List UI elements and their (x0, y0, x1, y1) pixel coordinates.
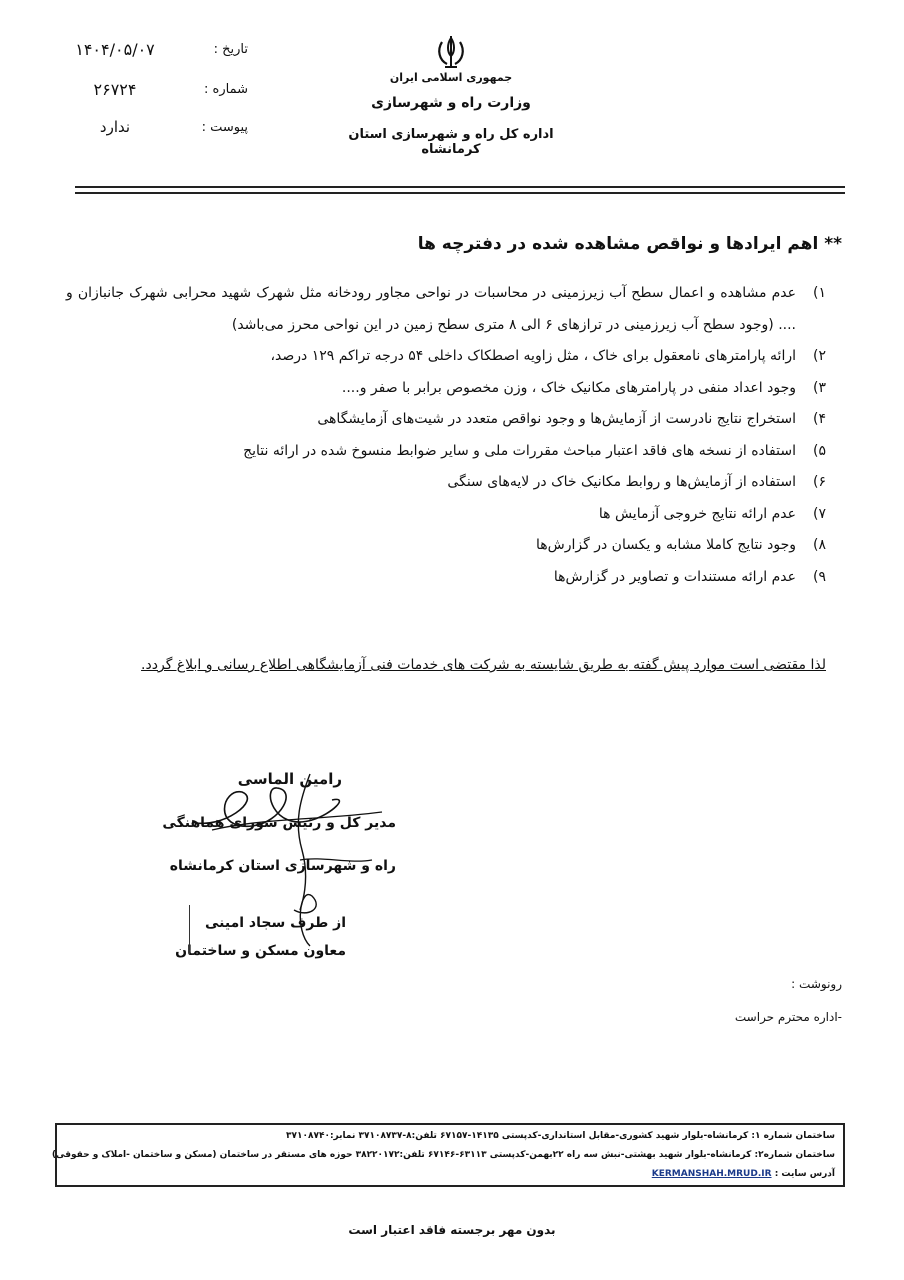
list-item: ۶) استفاده از آزمایش‌ها و روابط مکانیک خاک در لایه‌های سنگی (447, 474, 826, 490)
signer-name: رامین الماسی (237, 770, 342, 788)
date-label: تاریخ : (213, 42, 248, 57)
number-value: ۲۶۷۲۴ (93, 80, 137, 99)
iran-emblem-icon (433, 34, 469, 70)
section-title: ** اهم ایرادها و نواقص مشاهده شده در دفترچه ها (417, 234, 842, 254)
list-item: ۷) عدم ارائه نتایج خروجی آزمایش ها (598, 505, 826, 522)
republic-name: جمهوری اسلامی ایران (389, 71, 513, 84)
list-item: ۸) وجود نتایج کاملا مشابه و یکسان در گزارش‌ها (536, 537, 826, 553)
signer-title: مدیر کل و رئیس شورای هماهنگی (162, 815, 396, 831)
list-item: ۳) وجود اعداد منفی در پارامترهای مکانیک خاک ، وزن مخصوص برابر با صفر و.... (341, 379, 826, 396)
issues-list (66, 278, 826, 593)
attachment-label: پیوست : (201, 120, 248, 135)
date-value: ۱۴۰۴/۰۵/۰۷ (75, 40, 155, 59)
behalf-line: از طرف سجاد امینی (205, 915, 346, 931)
footer-box (51, 1123, 845, 1187)
number-label: شماره : (204, 82, 248, 97)
closing-paragraph: لذا مقتضی است موارد پیش گفته به طریق شایسته به شرکت های خدمات فنی آزمایشگاهی اطلاع رسانی و ابلاغ گردد. (141, 657, 826, 673)
margin-mark (189, 905, 190, 955)
footer-address-1: ساختمان شماره ۱: کرمانشاه-بلوار شهید کشوری-مقابل استانداری-کدپستی ۱۴۱۳۵-۶۷۱۵۷ تلفن:۸-۳۷۱۰۸۷۳۷ نمابر:۳۷۱۰۸۷۴۰ (286, 1131, 835, 1141)
list-item: ۱) عدم مشاهده و اعمال سطح آب زیرزمینی در محاسبات در نواحی مجاور رودخانه مثل شهرک شهید محرابی شهرک جانبازان و .... (وجود سطح آب زیرزمینی در ترازهای ۶ الی ۸ متری سطح زمین در این نواحی محرز می‌باشد) (66, 285, 826, 333)
stamp-validity-note: بدون مهر برجسته فاقد اعتبار است (348, 1223, 556, 1237)
signer-office: راه و شهرسازی استان کرمانشاه (169, 858, 396, 874)
list-item: ۵) استفاده از نسخه های فاقد اعتبار مباحث مقررات ملی و سایر ضوابط منسوخ شده در ارائه نتایج (243, 442, 826, 459)
header-divider (75, 186, 845, 188)
cc-label: رونوشت : (791, 977, 842, 991)
list-item: ۴) استخراج نتایج نادرست از آزمایش‌ها و وجود نواقص متعدد در شیت‌های آزمایشگاهی (317, 411, 826, 427)
ministry-name: وزارت راه و شهرسازی (371, 95, 531, 111)
handwritten-signature (182, 760, 422, 970)
list-item: ۲) ارائه پارامترهای نامعقول برای خاک ، مثل زاویه اصطکاک داخلی ۵۴ درجه تراکم ۱۲۹ درصد، (270, 348, 826, 364)
website-link[interactable]: KERMANSHAH.MRUD.IR (651, 1169, 772, 1179)
list-item: ۹) عدم ارائه مستندات و تصاویر در گزارش‌ها (553, 568, 826, 585)
office-name: اداره کل راه و شهرسازی استان کرمانشاه (348, 127, 554, 157)
footer-website (652, 1169, 835, 1179)
attachment-value: ندارد (99, 118, 131, 136)
behalf-title: معاون مسکن و ساختمان (175, 943, 346, 959)
website-label: آدرس سایت : (774, 1169, 835, 1179)
footer-address-2: ساختمان شماره۲: کرمانشاه-بلوار شهید بهشتی-نبش سه راه ۲۲بهمن-کدپستی ۶۳۱۱۳-۶۷۱۴۶ تلفن:۳۸۲۲۰۱۷۲ حوزه های مستقر در ساختمان (مسکن و ساختمان -املاک و حقوقی) (51, 1150, 835, 1160)
header-divider-second (75, 192, 845, 194)
cc-recipient: -اداره محترم حراست (734, 1010, 842, 1024)
